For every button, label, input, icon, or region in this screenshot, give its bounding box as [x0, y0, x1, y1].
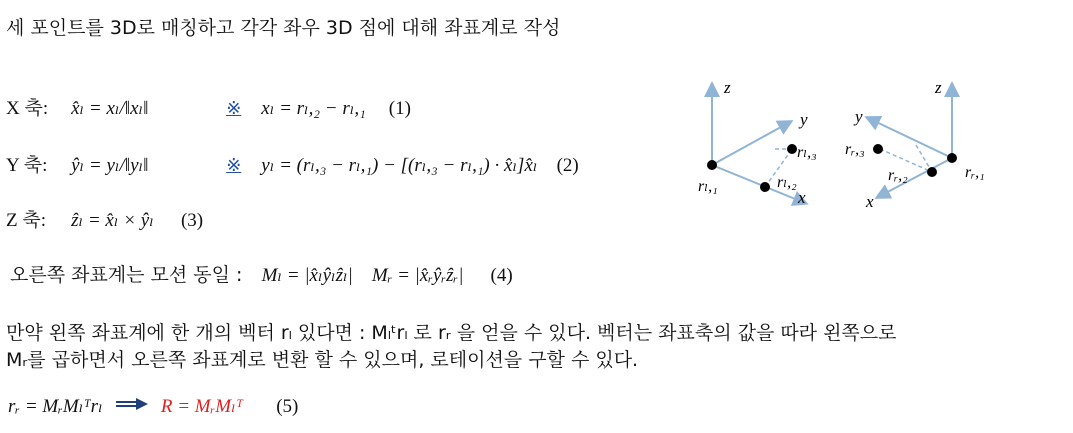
right-coordinate-system — [845, 78, 985, 211]
x-axis-label: X 축: — [6, 98, 49, 119]
y-axis-formula: ŷₗ = yₗ/‖yₗ‖ — [71, 155, 149, 176]
rotation-equation-row — [8, 395, 298, 418]
left-z-label: z — [724, 78, 731, 97]
transform-equation: rᵣ = MᵣMₗᵀrₗ — [8, 396, 103, 417]
x-reference-mark[interactable]: ※ — [226, 98, 242, 119]
right-point-1 — [947, 153, 957, 163]
left-y-label: y — [800, 110, 808, 129]
left-x-label: x — [798, 188, 806, 207]
z-axis-row — [6, 205, 203, 232]
equation-number-5: (5) — [276, 396, 299, 417]
y-axis-label: Y 축: — [6, 155, 48, 176]
explanation-line-2: Mᵣ를 곱하면서 오른쪽 좌표계로 변환 할 수 있으며, 로테이션을 구할 수 있다. — [6, 349, 639, 371]
y-reference-mark[interactable]: ※ — [226, 155, 242, 176]
left-point-2-label: rₗ,₂ — [777, 174, 797, 191]
equation-number-3: (3) — [180, 210, 204, 231]
right-coordinate-row — [10, 260, 513, 287]
page-title: 세 포인트를 3D로 매칭하고 각각 좌우 3D 점에 대해 좌표계로 작성 — [6, 17, 561, 39]
right-point-3 — [873, 144, 883, 154]
right-point-3-label: rᵣ,₃ — [845, 141, 865, 158]
right-z-label: z — [935, 78, 942, 97]
x-axis-formula: x̂ₗ = xₗ/‖xₗ‖ — [71, 98, 149, 119]
rotation-matrices-formula: Mₗ = |x̂ₗŷₗẑₗ| Mᵣ = |x̂ᵣŷᵣẑᵣ| — [261, 265, 464, 286]
explanation-line-1: 만약 왼쪽 좌표계에 한 개의 벡터 rₗ 있다면 : Mₗᵗrₗ 로 rᵣ 을 얻을 수 있다. 벡터는 좌표축의 값을 따라 왼쪽으로 — [6, 322, 897, 344]
arrow-icon — [116, 395, 148, 405]
equation-number-2: (2) — [556, 155, 579, 176]
equation-number-1: (1) — [388, 98, 411, 119]
right-coordinate-text: 오른쪽 좌표계는 모션 동일 : — [10, 264, 243, 286]
left-point-1-label: rₗ,₁ — [698, 178, 718, 195]
left-y-axis-line — [712, 122, 790, 165]
right-point-1-label: rᵣ,₁ — [965, 164, 985, 181]
left-point-2 — [760, 182, 770, 192]
coordinate-systems-diagram — [680, 70, 1000, 220]
right-x-label: x — [866, 192, 874, 211]
equation-number-4: (4) — [490, 265, 513, 286]
rotation-matrix-result: R = MᵣMₗᵀ — [160, 396, 244, 417]
y-axis-note: yₗ = (rₗ,₃ − rₗ,₁) − [(rₗ,₃ − rₗ,₁) · x̂ₗ]x̂ₗ — [261, 155, 538, 176]
x-axis-note: xₗ = rₗ,₂ − rₗ,₁ — [261, 98, 366, 119]
right-point-2 — [927, 167, 937, 177]
left-point-3-label: rₗ,₃ — [797, 144, 817, 161]
left-point-1 — [707, 160, 717, 170]
y-axis-row — [6, 150, 579, 177]
z-axis-formula: ẑₗ = x̂ₗ × ŷₗ — [71, 210, 154, 231]
z-axis-label: Z 축: — [6, 210, 46, 231]
right-y-label: y — [855, 107, 863, 126]
left-coordinate-system — [698, 78, 817, 207]
right-point-2-label: rᵣ,₂ — [888, 167, 908, 184]
left-point-3 — [787, 144, 797, 154]
x-axis-row — [6, 93, 411, 120]
